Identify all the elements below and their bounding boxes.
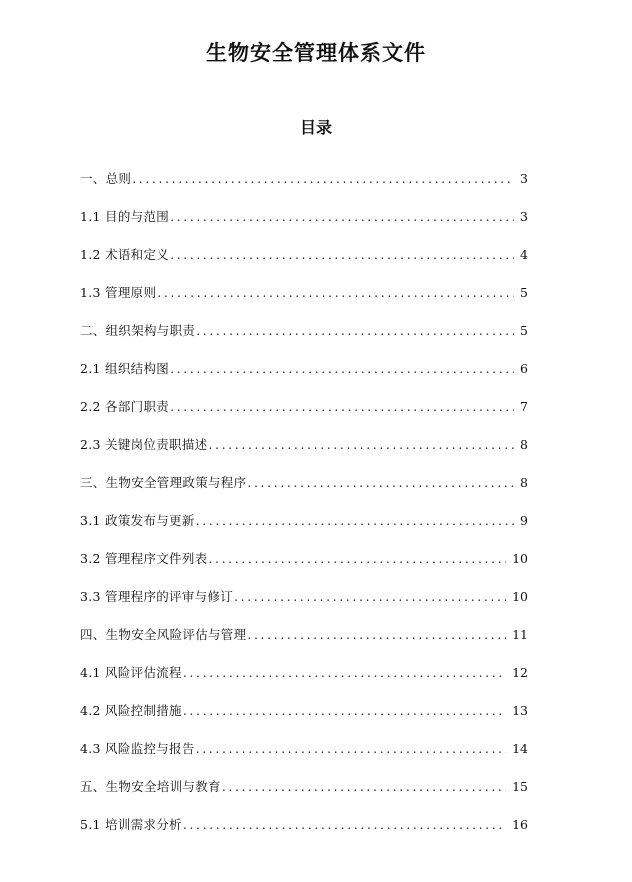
toc-leader-dots bbox=[208, 432, 514, 458]
toc-entry-label: 1.1 目的与范围 bbox=[80, 209, 170, 224]
toc-entry-page: 8 bbox=[520, 475, 528, 490]
toc-leader-dots bbox=[183, 812, 506, 838]
document-title: 生物安全管理体系文件 bbox=[206, 41, 426, 65]
toc-entry-page: 9 bbox=[520, 513, 528, 528]
toc-entry-page: 7 bbox=[520, 399, 528, 414]
toc-entry[interactable] bbox=[80, 812, 528, 850]
toc-entry-page: 3 bbox=[520, 209, 528, 224]
toc-leader-dots bbox=[196, 736, 506, 762]
toc-entry-label: 三、生物安全管理政策与程序 bbox=[80, 475, 247, 490]
toc-entry-page: 5 bbox=[520, 285, 528, 300]
toc-entry-page: 12 bbox=[512, 665, 528, 680]
toc-entry[interactable] bbox=[80, 280, 528, 318]
toc-entry[interactable] bbox=[80, 660, 528, 698]
toc-entry[interactable] bbox=[80, 736, 528, 774]
toc-entry-page: 8 bbox=[520, 437, 528, 452]
toc-leader-dots bbox=[247, 470, 514, 496]
toc-leader-dots bbox=[157, 280, 514, 306]
toc-entry-label: 4.2 风险控制措施 bbox=[80, 703, 182, 718]
toc-entry-label: 1.2 术语和定义 bbox=[80, 247, 170, 262]
toc-entry-page: 14 bbox=[512, 741, 528, 756]
toc-leader-dots bbox=[222, 774, 506, 800]
toc-leader-dots bbox=[170, 356, 514, 382]
toc-leader-dots bbox=[132, 166, 514, 192]
toc-entry[interactable] bbox=[80, 774, 528, 812]
toc-leader-dots bbox=[208, 546, 506, 572]
toc-entry[interactable] bbox=[80, 584, 528, 622]
toc-entry-label: 2.3 关键岗位责职描述 bbox=[80, 437, 208, 452]
toc-entry-label: 3.2 管理程序文件列表 bbox=[80, 551, 208, 566]
toc-leader-dots bbox=[247, 622, 506, 648]
toc-entry-page: 15 bbox=[512, 779, 528, 794]
toc-entry-label: 2.2 各部门职责 bbox=[80, 399, 170, 414]
toc-entry[interactable] bbox=[80, 508, 528, 546]
toc-entry[interactable] bbox=[80, 470, 528, 508]
toc-entry-label: 二、组织架构与职责 bbox=[80, 323, 196, 338]
toc-entry-page: 5 bbox=[520, 323, 528, 338]
toc-entry[interactable] bbox=[80, 394, 528, 432]
toc-entry[interactable] bbox=[80, 318, 528, 356]
toc-entry[interactable] bbox=[80, 622, 528, 660]
toc-leader-dots bbox=[234, 584, 506, 610]
toc-entry[interactable] bbox=[80, 546, 528, 584]
toc-leader-dots bbox=[170, 204, 514, 230]
toc-entry-label: 4.3 风险监控与报告 bbox=[80, 741, 195, 756]
toc-entry-page: 6 bbox=[520, 361, 528, 376]
toc-entry-label: 3.1 政策发布与更新 bbox=[80, 513, 195, 528]
toc-entry-page: 16 bbox=[512, 817, 528, 832]
toc-heading: 目录 bbox=[299, 118, 332, 137]
toc-entry[interactable] bbox=[80, 166, 528, 204]
toc-entry-page: 13 bbox=[512, 703, 528, 718]
toc-entry-label: 5.1 培训需求分析 bbox=[80, 817, 182, 832]
toc-leader-dots bbox=[170, 242, 514, 268]
toc-entry-label: 2.1 组织结构图 bbox=[80, 361, 170, 376]
toc-entry[interactable] bbox=[80, 698, 528, 736]
table-of-contents bbox=[80, 166, 528, 850]
toc-entry[interactable] bbox=[80, 204, 528, 242]
toc-leader-dots bbox=[170, 394, 514, 420]
toc-entry-page: 11 bbox=[512, 627, 528, 642]
toc-entry-page: 3 bbox=[520, 171, 528, 186]
toc-entry-label: 4.1 风险评估流程 bbox=[80, 665, 182, 680]
toc-entry-page: 10 bbox=[512, 551, 528, 566]
toc-entry[interactable] bbox=[80, 432, 528, 470]
toc-entry-label: 3.3 管理程序的评审与修订 bbox=[80, 589, 234, 604]
toc-leader-dots bbox=[196, 508, 514, 534]
toc-entry-label: 五、生物安全培训与教育 bbox=[80, 779, 221, 794]
toc-entry-page: 10 bbox=[512, 589, 528, 604]
toc-leader-dots bbox=[183, 698, 506, 724]
toc-entry-page: 4 bbox=[520, 247, 528, 262]
toc-leader-dots bbox=[196, 318, 514, 344]
toc-entry[interactable] bbox=[80, 356, 528, 394]
toc-entry-label: 一、总则 bbox=[80, 171, 132, 186]
toc-entry[interactable] bbox=[80, 242, 528, 280]
toc-entry-label: 四、生物安全风险评估与管理 bbox=[80, 627, 247, 642]
toc-entry-label: 1.3 管理原则 bbox=[80, 285, 157, 300]
toc-leader-dots bbox=[183, 660, 506, 686]
